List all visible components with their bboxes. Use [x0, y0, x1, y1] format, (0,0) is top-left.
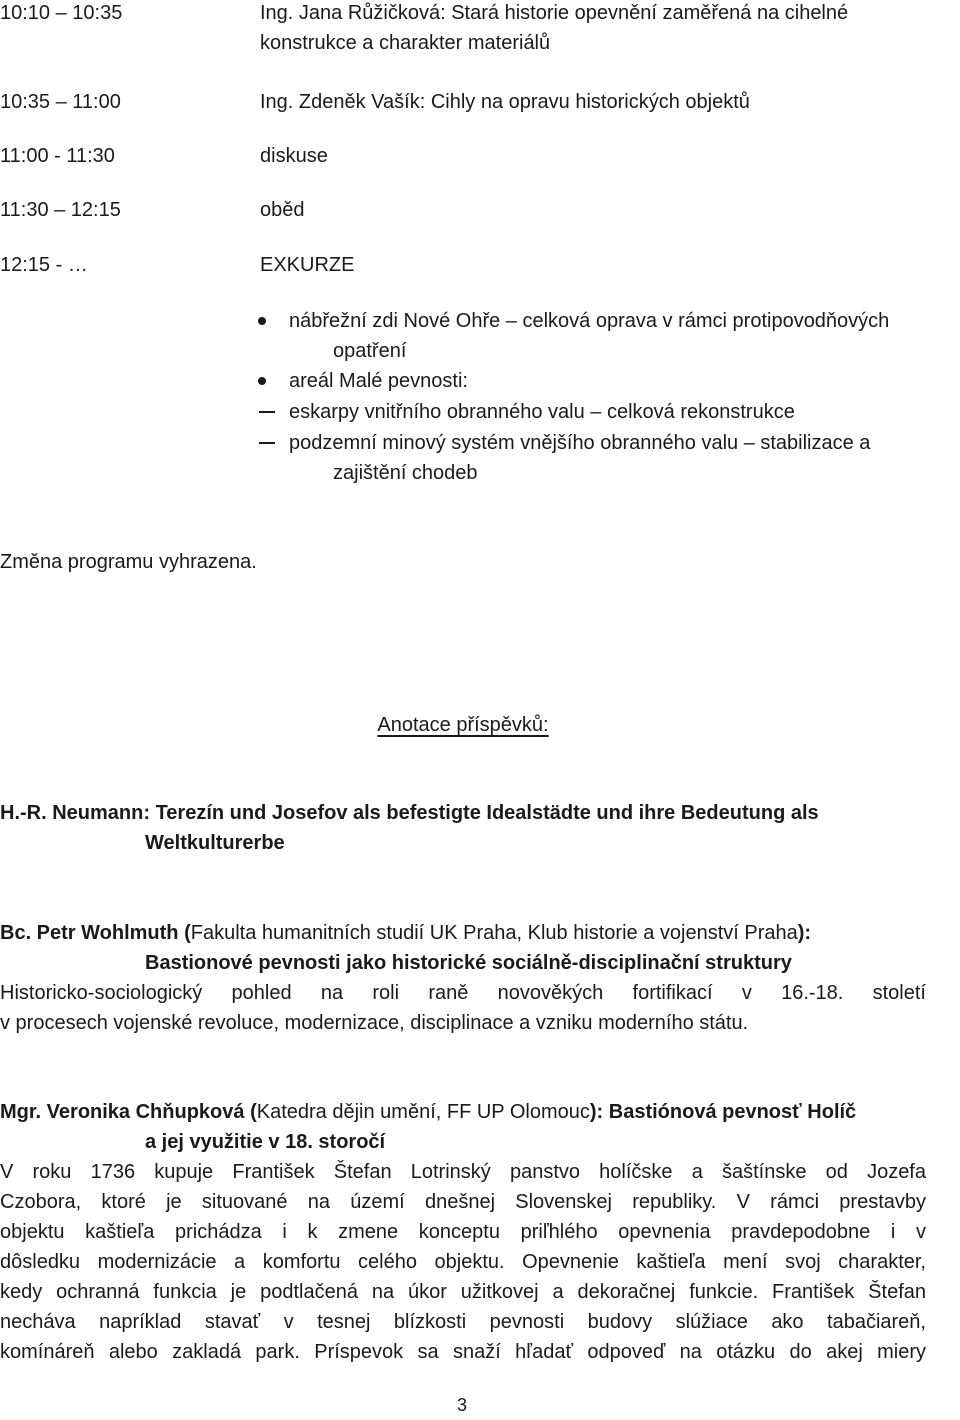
contribution-text: objektu kaštieľa prichádza i k zmene konceptu priľhlého opevnenia pravdepodobne i v: [0, 1221, 926, 1243]
list-item-text: nábřežní zdi Nové Ohře – celková oprava v rámci protipovodňových: [289, 310, 890, 332]
open-paren: (: [250, 1101, 257, 1123]
contribution-text-line: [0, 978, 926, 1008]
contribution-title: Bastionové pevnosti jako historické sociálně-disciplinační struktury: [145, 952, 792, 974]
contribution-affiliation: Katedra dějin umění, FF UP Olomouc: [256, 1101, 590, 1123]
contribution-author: H.-R. Neumann:: [0, 802, 150, 824]
contribution-text-line: [0, 1307, 926, 1337]
schedule-entry-line: Ing. Jana Růžičková: Stará historie opevnění zaměřená na cihelné: [260, 2, 849, 24]
schedule-entry-line: Ing. Zdeněk Vašík: Cihly na opravu historických objektů: [260, 91, 750, 113]
contribution-text: V roku 1736 kupuje František Štefan Lotrinský panstvo holíčske a šaštínske od Jozefa: [0, 1161, 926, 1183]
contribution-title-continued: Weltkulturerbe: [145, 832, 285, 854]
program-note: Změna programu vyhrazena.: [0, 551, 257, 573]
schedule-entry-line: diskuse: [260, 145, 328, 167]
schedule-entry-line: EXKURZE: [260, 254, 355, 276]
contribution-text-line: [0, 1337, 926, 1367]
contribution-text: komínáreň alebo zakladá park. Príspevok sa snaží hľadať odpoveď na otázku do akej miery: [0, 1341, 926, 1363]
schedule-time: 11:00 - 11:30: [0, 145, 115, 167]
list-item-text: zajištění chodeb: [333, 462, 478, 484]
contribution-author: Bc. Petr Wohlmuth: [0, 922, 179, 944]
contribution-text-line: [0, 1277, 926, 1307]
page-number: 3: [456, 1395, 467, 1415]
list-item-text: areál Malé pevnosti:: [289, 370, 468, 392]
contribution-text-line: [0, 1157, 926, 1187]
contribution-text: necháva napríklad stavať v tesnej blízkosti pevnosti budovy slúžiace ako tabačiareň,: [0, 1311, 926, 1333]
list-item-text: podzemní minový systém vnějšího obranného valu – stabilizace a: [289, 432, 871, 454]
schedule-entry: [260, 250, 950, 280]
contribution-text: kedy ochranná funkcia je podtlačená na úkor užitkovej a dekoračnej funkcie. František Štefan: [0, 1281, 926, 1303]
dash-icon: [258, 397, 278, 427]
close-paren: ):: [797, 922, 812, 944]
contribution-affiliation: Fakulta humanitních studií UK Praha, Klub historie a vojenství Praha: [190, 922, 798, 944]
schedule-entry: [260, 0, 950, 58]
list-item-text: eskarpy vnitřního obranného valu – celková rekonstrukce: [289, 401, 795, 423]
contribution-text-line: [0, 1247, 926, 1277]
contribution-text-line: v procesech vojenské revoluce, modernizace, disciplinace a vzniku moderního státu.: [0, 1012, 749, 1034]
schedule-entry: [260, 195, 950, 225]
contribution-text: dôsledku modernizácie a komfortu celého objektu. Opevnenie kaštieľa mení svoj charakter,: [0, 1251, 926, 1273]
schedule-entry-line: oběd: [260, 199, 305, 221]
contribution-header: [0, 1097, 856, 1127]
contribution-title-continued: a jej využitie v 18. storočí: [145, 1131, 386, 1153]
schedule-entry: [260, 87, 950, 117]
schedule-entry-line: konstrukce a charakter materiálů: [260, 32, 551, 54]
contribution-title: Bastiónová pevnosť Holíč: [608, 1101, 857, 1123]
schedule-time: 10:10 – 10:35: [0, 2, 123, 24]
contribution-text-line: [0, 1217, 926, 1247]
schedule-time: 12:15 - …: [0, 254, 88, 276]
bullet-icon: [258, 306, 278, 336]
schedule-time: 10:35 – 11:00: [0, 91, 121, 113]
contribution-header: [0, 918, 811, 948]
contribution-title-text: Terezín und Josefov als befestigte Idealstädte und ihre Bedeutung als: [155, 802, 819, 824]
bullet-icon: [258, 366, 278, 396]
schedule-entry: [260, 141, 950, 171]
contribution-text: Czobora, ktoré je situované na území dnešnej Slovenskej republiky. V rámci prestavby: [0, 1191, 926, 1213]
annotations-heading: Anotace příspěvků:: [377, 714, 549, 736]
close-paren: ):: [589, 1101, 604, 1123]
contribution-text: Historicko-sociologický pohled na roli raně novověkých fortifikací v 16.-18. století: [0, 982, 926, 1004]
open-paren: (: [184, 922, 191, 944]
schedule-time: 11:30 – 12:15: [0, 199, 121, 221]
contribution-text-line: [0, 1187, 926, 1217]
contribution-title: [0, 798, 819, 828]
list-item-text: opatření: [333, 340, 407, 362]
dash-icon: [258, 428, 278, 458]
contribution-author: Mgr. Veronika Chňupková: [0, 1101, 245, 1123]
